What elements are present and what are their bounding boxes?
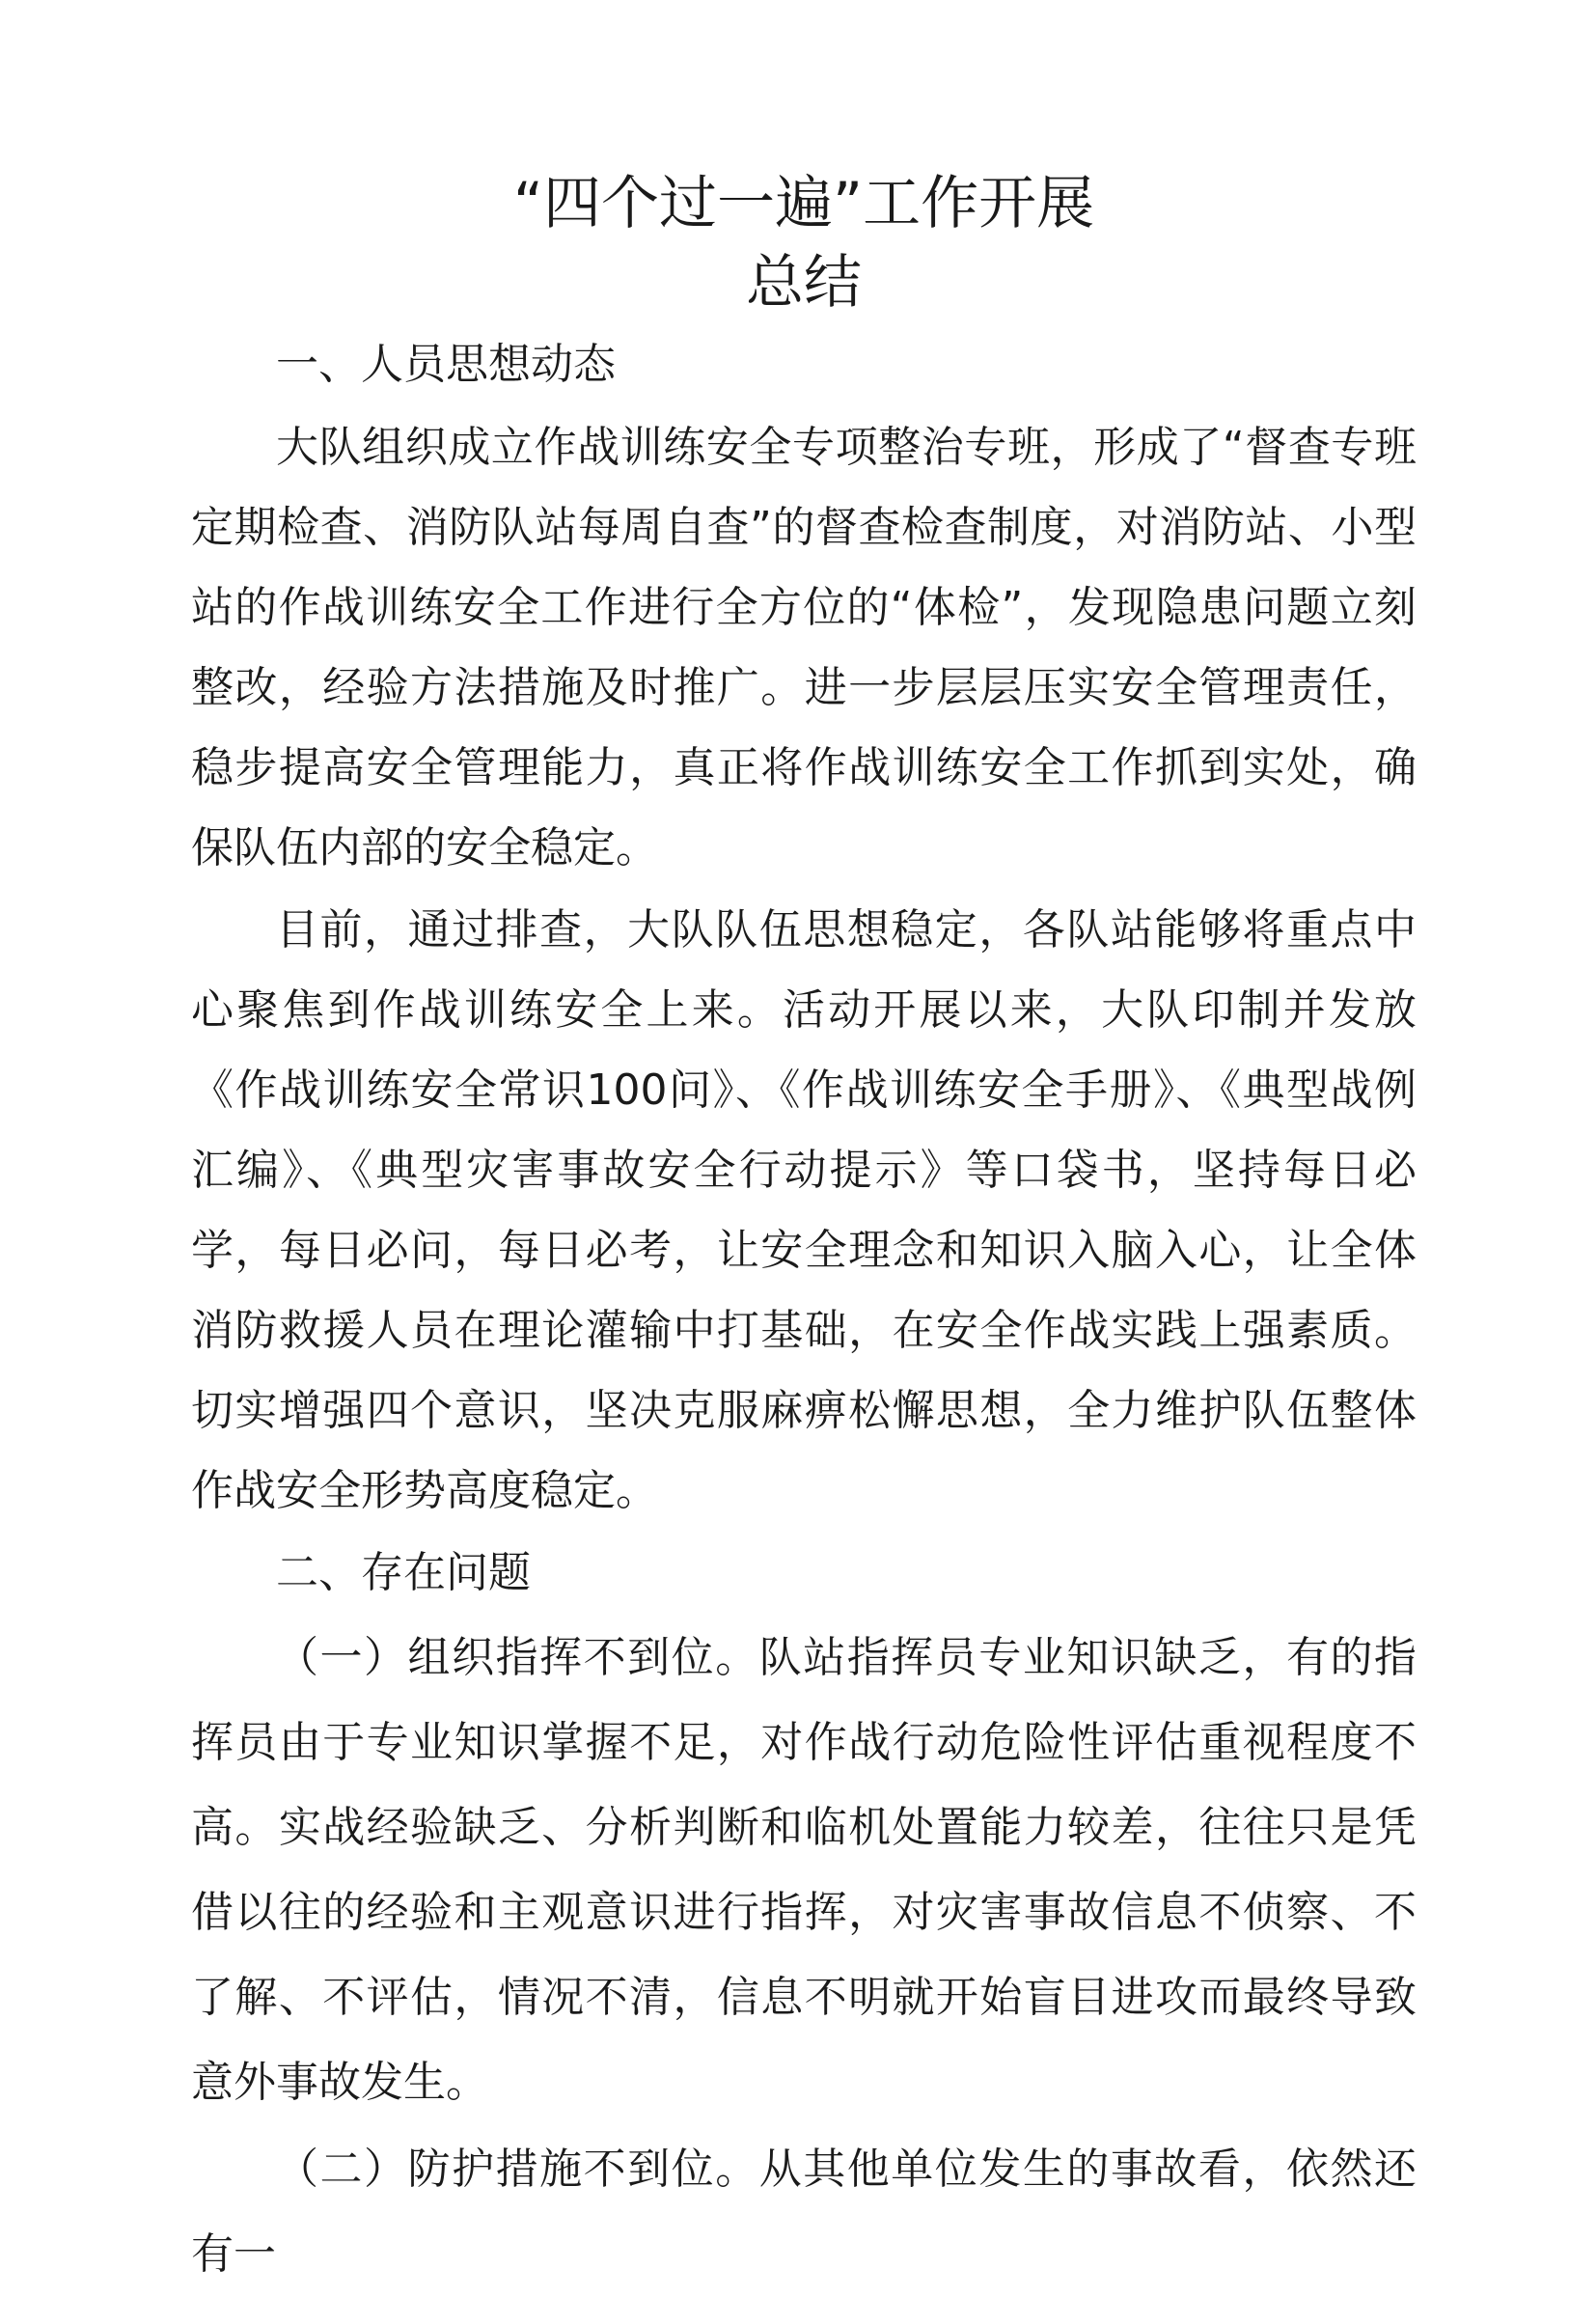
section-2-paragraph-2: （二）防护措施不到位。从其他单位发生的事故看，依然还有一 <box>191 2145 1417 2279</box>
document-title <box>191 164 1417 322</box>
section-1-heading: 一、人员思想动态 <box>276 340 616 389</box>
section-1-paragraph-2: 目前，通过排查，大队队伍思想稳定，各队站能够将重点中心聚焦到作战训练安全上来。活动开展以来，大队印制并发放《作战训练安全常识100问》、《作战训练安全手册》、《典型战例汇编》、《典型灾害事故安全行动提示》等口袋书，坚持每日必学，每日必问，每日必考，让安全理念和知识入脑入心，让全体消防救援人员在理论灌输中打基础，在安全作战实践上强素质。切实增强四个意识，坚决克服麻痹松懈思想，全力维护队伍整体作战安全形势高度稳定。 <box>191 905 1417 1515</box>
title-line-2: 总结 <box>746 249 862 317</box>
section-2-paragraph-1: （一）组织指挥不到位。队站指挥员专业知识缺乏，有的指挥员由于专业知识掌握不足，对作战行动危险性评估重视程度不高。实战经验缺乏、分析判断和临机处置能力较差，往往只是凭借以往的经验和主观意识进行指挥，对灾害事故信息不侦察、不了解、不评估，情况不清，信息不明就开始盲目进攻而最终导致意外事故发生。 <box>191 1633 1417 2107</box>
section-2-heading: 二、存在问题 <box>276 1548 531 1597</box>
section-1-paragraph-1: 大队组织成立作战训练安全专项整治专班，形成了“督查专班定期检查、消防队站每周自查”的督查检查制度，对消防站、小型站的作战训练安全工作进行全方位的“体检”，发现隐患问题立刻整改，经验方法措施及时推广。进一步层层压实安全管理责任，稳步提高安全管理能力，真正将作战训练安全工作抓到实处，确保队伍内部的安全稳定。 <box>191 423 1417 872</box>
document-page <box>191 164 1417 2297</box>
title-line-1: “四个过一遍”工作开展 <box>512 170 1095 237</box>
